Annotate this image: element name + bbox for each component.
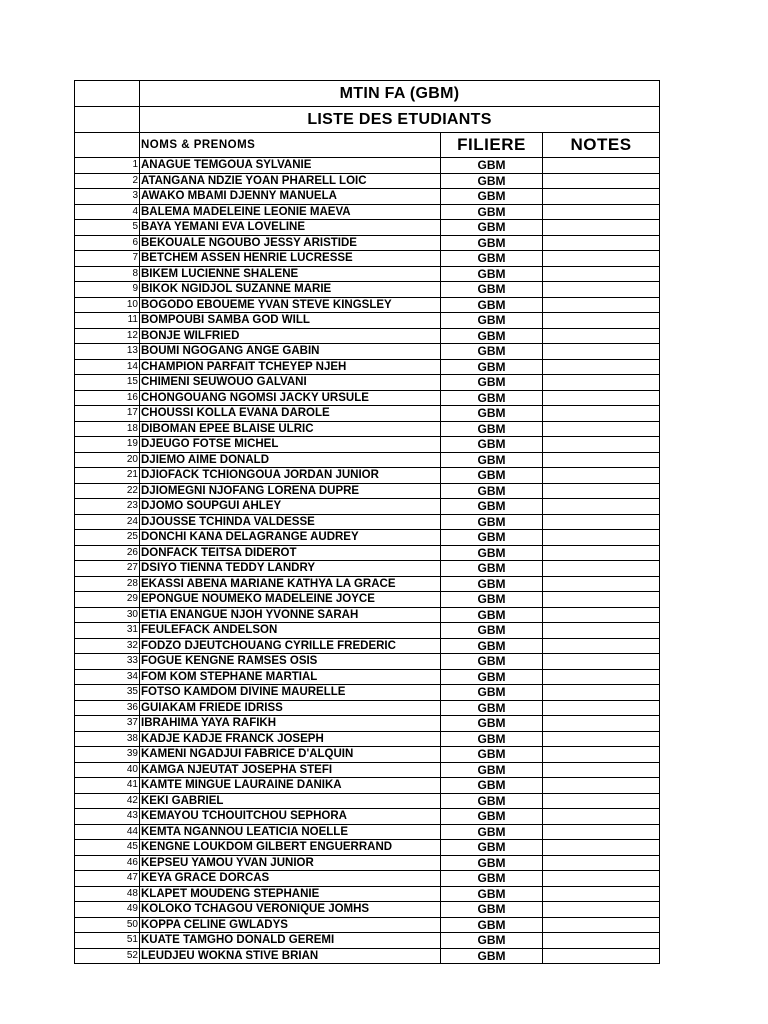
table-row bbox=[75, 700, 660, 716]
notes-cell[interactable] bbox=[543, 654, 660, 670]
notes-cell[interactable] bbox=[543, 592, 660, 608]
header-notes: NOTES bbox=[543, 133, 660, 158]
table-row bbox=[75, 499, 660, 515]
filiere-value: GBM bbox=[441, 607, 543, 623]
corner-cell bbox=[75, 81, 140, 107]
row-number: 22 bbox=[75, 483, 140, 499]
student-name: KAMENI NGADJUI FABRICE D'ALQUIN bbox=[140, 747, 441, 763]
table-row bbox=[75, 328, 660, 344]
table-row bbox=[75, 638, 660, 654]
row-number: 7 bbox=[75, 251, 140, 267]
student-name: BIKOK NGIDJOL SUZANNE MARIE bbox=[140, 282, 441, 298]
student-name: BOMPOUBI SAMBA GOD WILL bbox=[140, 313, 441, 329]
filiere-value: GBM bbox=[441, 917, 543, 933]
row-number: 6 bbox=[75, 235, 140, 251]
notes-cell[interactable] bbox=[543, 638, 660, 654]
table-row bbox=[75, 855, 660, 871]
filiere-value: GBM bbox=[441, 204, 543, 220]
notes-cell[interactable] bbox=[543, 576, 660, 592]
filiere-value: GBM bbox=[441, 716, 543, 732]
row-number: 1 bbox=[75, 158, 140, 174]
table-row bbox=[75, 747, 660, 763]
table-row bbox=[75, 778, 660, 794]
notes-cell[interactable] bbox=[543, 948, 660, 964]
table-row bbox=[75, 158, 660, 174]
filiere-value: GBM bbox=[441, 902, 543, 918]
notes-cell[interactable] bbox=[543, 747, 660, 763]
notes-cell[interactable] bbox=[543, 328, 660, 344]
row-number: 42 bbox=[75, 793, 140, 809]
filiere-value: GBM bbox=[441, 654, 543, 670]
student-name: AWAKO MBAMI DJENNY MANUELA bbox=[140, 189, 441, 205]
row-number: 46 bbox=[75, 855, 140, 871]
table-row bbox=[75, 452, 660, 468]
student-name: KOPPA CELINE GWLADYS bbox=[140, 917, 441, 933]
table-row bbox=[75, 204, 660, 220]
filiere-value: GBM bbox=[441, 871, 543, 887]
row-number: 11 bbox=[75, 313, 140, 329]
student-name: CHAMPION PARFAIT TCHEYEP NJEH bbox=[140, 359, 441, 375]
filiere-value: GBM bbox=[441, 173, 543, 189]
row-number: 9 bbox=[75, 282, 140, 298]
notes-cell[interactable] bbox=[543, 886, 660, 902]
student-name: BETCHEM ASSEN HENRIE LUCRESSE bbox=[140, 251, 441, 267]
header-name: NOMS & PRENOMS bbox=[140, 133, 441, 158]
filiere-value: GBM bbox=[441, 468, 543, 484]
filiere-value: GBM bbox=[441, 778, 543, 794]
table-row bbox=[75, 406, 660, 422]
row-number: 14 bbox=[75, 359, 140, 375]
notes-cell[interactable] bbox=[543, 685, 660, 701]
notes-cell[interactable] bbox=[543, 406, 660, 422]
row-number: 26 bbox=[75, 545, 140, 561]
filiere-value: GBM bbox=[441, 809, 543, 825]
row-number: 37 bbox=[75, 716, 140, 732]
student-list-table bbox=[74, 80, 660, 964]
row-number: 20 bbox=[75, 452, 140, 468]
notes-cell[interactable] bbox=[543, 855, 660, 871]
notes-cell[interactable] bbox=[543, 297, 660, 313]
filiere-value: GBM bbox=[441, 623, 543, 639]
filiere-value: GBM bbox=[441, 762, 543, 778]
table-row bbox=[75, 948, 660, 964]
table-body bbox=[75, 81, 660, 964]
header-filiere: FILIERE bbox=[441, 133, 543, 158]
student-name: KEPSEU YAMOU YVAN JUNIOR bbox=[140, 855, 441, 871]
row-number: 33 bbox=[75, 654, 140, 670]
student-name: BOGODO EBOUEME YVAN STEVE KINGSLEY bbox=[140, 297, 441, 313]
row-number: 3 bbox=[75, 189, 140, 205]
row-number: 2 bbox=[75, 173, 140, 189]
table-row bbox=[75, 390, 660, 406]
student-name: FOM KOM STEPHANE MARTIAL bbox=[140, 669, 441, 685]
table-row bbox=[75, 607, 660, 623]
notes-cell[interactable] bbox=[543, 390, 660, 406]
student-name: DSIYO TIENNA TEDDY LANDRY bbox=[140, 561, 441, 577]
table-row bbox=[75, 375, 660, 391]
notes-cell[interactable] bbox=[543, 375, 660, 391]
row-number: 4 bbox=[75, 204, 140, 220]
student-name: FEULEFACK ANDELSON bbox=[140, 623, 441, 639]
student-name: CHONGOUANG NGOMSI JACKY URSULE bbox=[140, 390, 441, 406]
notes-cell[interactable] bbox=[543, 700, 660, 716]
table-row bbox=[75, 654, 660, 670]
row-number: 52 bbox=[75, 948, 140, 964]
student-name: BALEMA MADELEINE LEONIE MAEVA bbox=[140, 204, 441, 220]
row-number: 16 bbox=[75, 390, 140, 406]
notes-cell[interactable] bbox=[543, 266, 660, 282]
row-number: 39 bbox=[75, 747, 140, 763]
notes-cell[interactable] bbox=[543, 282, 660, 298]
table-row bbox=[75, 731, 660, 747]
notes-cell[interactable] bbox=[543, 530, 660, 546]
table-row bbox=[75, 917, 660, 933]
table-row bbox=[75, 421, 660, 437]
table-row bbox=[75, 251, 660, 267]
student-name: FOTSO KAMDOM DIVINE MAURELLE bbox=[140, 685, 441, 701]
table-row bbox=[75, 824, 660, 840]
notes-cell[interactable] bbox=[543, 437, 660, 453]
student-name: CHIMENI SEUWOUO GALVANI bbox=[140, 375, 441, 391]
row-number: 24 bbox=[75, 514, 140, 530]
row-number: 25 bbox=[75, 530, 140, 546]
table-row bbox=[75, 762, 660, 778]
student-name: EPONGUE NOUMEKO MADELEINE JOYCE bbox=[140, 592, 441, 608]
student-name: DJOMO SOUPGUI AHLEY bbox=[140, 499, 441, 515]
student-name: ANAGUE TEMGOUA SYLVANIE bbox=[140, 158, 441, 174]
row-number: 13 bbox=[75, 344, 140, 360]
filiere-value: GBM bbox=[441, 886, 543, 902]
table-row bbox=[75, 359, 660, 375]
student-name: ETIA ENANGUE NJOH YVONNE SARAH bbox=[140, 607, 441, 623]
table-row bbox=[75, 902, 660, 918]
filiere-value: GBM bbox=[441, 437, 543, 453]
row-number: 15 bbox=[75, 375, 140, 391]
table-row bbox=[75, 514, 660, 530]
student-name: DONCHI KANA DELAGRANGE AUDREY bbox=[140, 530, 441, 546]
row-number: 30 bbox=[75, 607, 140, 623]
notes-cell[interactable] bbox=[543, 623, 660, 639]
table-row bbox=[75, 189, 660, 205]
student-name: BOUMI NGOGANG ANGE GABIN bbox=[140, 344, 441, 360]
notes-cell[interactable] bbox=[543, 235, 660, 251]
table-row bbox=[75, 220, 660, 236]
row-number: 44 bbox=[75, 824, 140, 840]
filiere-value: GBM bbox=[441, 220, 543, 236]
row-number: 8 bbox=[75, 266, 140, 282]
notes-cell[interactable] bbox=[543, 483, 660, 499]
filiere-value: GBM bbox=[441, 545, 543, 561]
filiere-value: GBM bbox=[441, 499, 543, 515]
table-row bbox=[75, 297, 660, 313]
notes-cell[interactable] bbox=[543, 468, 660, 484]
filiere-value: GBM bbox=[441, 406, 543, 422]
notes-cell[interactable] bbox=[543, 514, 660, 530]
table-row bbox=[75, 840, 660, 856]
notes-cell[interactable] bbox=[543, 313, 660, 329]
filiere-value: GBM bbox=[441, 840, 543, 856]
notes-cell[interactable] bbox=[543, 933, 660, 949]
row-number: 34 bbox=[75, 669, 140, 685]
table-row bbox=[75, 933, 660, 949]
table-row bbox=[75, 669, 660, 685]
notes-cell[interactable] bbox=[543, 251, 660, 267]
row-number: 19 bbox=[75, 437, 140, 453]
corner-cell bbox=[75, 107, 140, 133]
table-row bbox=[75, 530, 660, 546]
filiere-value: GBM bbox=[441, 297, 543, 313]
notes-cell[interactable] bbox=[543, 840, 660, 856]
filiere-value: GBM bbox=[441, 282, 543, 298]
filiere-value: GBM bbox=[441, 700, 543, 716]
student-name: KADJE KADJE FRANCK JOSEPH bbox=[140, 731, 441, 747]
table-row bbox=[75, 313, 660, 329]
filiere-value: GBM bbox=[441, 251, 543, 267]
row-number: 49 bbox=[75, 902, 140, 918]
row-number: 45 bbox=[75, 840, 140, 856]
notes-cell[interactable] bbox=[543, 809, 660, 825]
filiere-value: GBM bbox=[441, 421, 543, 437]
student-name: LEUDJEU WOKNA STIVE BRIAN bbox=[140, 948, 441, 964]
table-row bbox=[75, 623, 660, 639]
notes-cell[interactable] bbox=[543, 344, 660, 360]
notes-cell[interactable] bbox=[543, 871, 660, 887]
filiere-value: GBM bbox=[441, 638, 543, 654]
sheet-subtitle: LISTE DES ETUDIANTS bbox=[140, 107, 660, 133]
filiere-value: GBM bbox=[441, 189, 543, 205]
row-number: 31 bbox=[75, 623, 140, 639]
notes-cell[interactable] bbox=[543, 824, 660, 840]
table-row bbox=[75, 716, 660, 732]
notes-cell[interactable] bbox=[543, 669, 660, 685]
notes-cell[interactable] bbox=[543, 716, 660, 732]
notes-cell[interactable] bbox=[543, 607, 660, 623]
filiere-value: GBM bbox=[441, 514, 543, 530]
student-name: GUIAKAM FRIEDE IDRISS bbox=[140, 700, 441, 716]
filiere-value: GBM bbox=[441, 344, 543, 360]
table-row bbox=[75, 793, 660, 809]
notes-cell[interactable] bbox=[543, 793, 660, 809]
row-number: 40 bbox=[75, 762, 140, 778]
table-row bbox=[75, 545, 660, 561]
table-row bbox=[75, 235, 660, 251]
row-number: 32 bbox=[75, 638, 140, 654]
notes-cell[interactable] bbox=[543, 359, 660, 375]
notes-cell[interactable] bbox=[543, 173, 660, 189]
student-name: EKASSI ABENA MARIANE KATHYA LA GRACE bbox=[140, 576, 441, 592]
filiere-value: GBM bbox=[441, 390, 543, 406]
title-row bbox=[75, 81, 660, 107]
table-row bbox=[75, 576, 660, 592]
student-name: ATANGANA NDZIE YOAN PHARELL LOIC bbox=[140, 173, 441, 189]
student-name: KEYA GRACE DORCAS bbox=[140, 871, 441, 887]
notes-cell[interactable] bbox=[543, 189, 660, 205]
student-name: IBRAHIMA YAYA RAFIKH bbox=[140, 716, 441, 732]
student-name: KEKI GABRIEL bbox=[140, 793, 441, 809]
student-name: KUATE TAMGHO DONALD GEREMI bbox=[140, 933, 441, 949]
student-name: KAMTE MINGUE LAURAINE DANIKA bbox=[140, 778, 441, 794]
student-name: KENGNE LOUKDOM GILBERT ENGUERRAND bbox=[140, 840, 441, 856]
student-name: FOGUE KENGNE RAMSES OSIS bbox=[140, 654, 441, 670]
row-number: 36 bbox=[75, 700, 140, 716]
filiere-value: GBM bbox=[441, 747, 543, 763]
row-number: 28 bbox=[75, 576, 140, 592]
table-row bbox=[75, 483, 660, 499]
row-number: 29 bbox=[75, 592, 140, 608]
filiere-value: GBM bbox=[441, 933, 543, 949]
filiere-value: GBM bbox=[441, 561, 543, 577]
row-number: 18 bbox=[75, 421, 140, 437]
notes-cell[interactable] bbox=[543, 220, 660, 236]
notes-cell[interactable] bbox=[543, 158, 660, 174]
row-number: 47 bbox=[75, 871, 140, 887]
student-name: KEMAYOU TCHOUITCHOU SEPHORA bbox=[140, 809, 441, 825]
filiere-value: GBM bbox=[441, 483, 543, 499]
student-name: KEMTA NGANNOU LEATICIA NOELLE bbox=[140, 824, 441, 840]
row-number: 10 bbox=[75, 297, 140, 313]
filiere-value: GBM bbox=[441, 530, 543, 546]
filiere-value: GBM bbox=[441, 948, 543, 964]
table-row bbox=[75, 871, 660, 887]
filiere-value: GBM bbox=[441, 576, 543, 592]
filiere-value: GBM bbox=[441, 452, 543, 468]
table-row bbox=[75, 685, 660, 701]
row-number: 21 bbox=[75, 468, 140, 484]
student-name: DONFACK TEITSA DIDEROT bbox=[140, 545, 441, 561]
corner-cell bbox=[75, 133, 140, 158]
student-name: KOLOKO TCHAGOU VERONIQUE JOMHS bbox=[140, 902, 441, 918]
filiere-value: GBM bbox=[441, 158, 543, 174]
student-name: BIKEM LUCIENNE SHALENE bbox=[140, 266, 441, 282]
notes-cell[interactable] bbox=[543, 731, 660, 747]
notes-cell[interactable] bbox=[543, 204, 660, 220]
student-name: DJEUGO FOTSE MICHEL bbox=[140, 437, 441, 453]
row-number: 35 bbox=[75, 685, 140, 701]
notes-cell[interactable] bbox=[543, 545, 660, 561]
student-name: CHOUSSI KOLLA EVANA DAROLE bbox=[140, 406, 441, 422]
student-name: DIBOMAN EPEE BLAISE ULRIC bbox=[140, 421, 441, 437]
notes-cell[interactable] bbox=[543, 561, 660, 577]
table-row bbox=[75, 282, 660, 298]
row-number: 17 bbox=[75, 406, 140, 422]
table-row bbox=[75, 886, 660, 902]
table-row bbox=[75, 809, 660, 825]
student-name: DJOUSSE TCHINDA VALDESSE bbox=[140, 514, 441, 530]
filiere-value: GBM bbox=[441, 824, 543, 840]
student-name: DJIEMO AIME DONALD bbox=[140, 452, 441, 468]
sheet-title: MTIN FA (GBM) bbox=[140, 81, 660, 107]
table-row bbox=[75, 344, 660, 360]
filiere-value: GBM bbox=[441, 731, 543, 747]
student-name: DJIOFACK TCHIONGOUA JORDAN JUNIOR bbox=[140, 468, 441, 484]
student-name: BEKOUALE NGOUBO JESSY ARISTIDE bbox=[140, 235, 441, 251]
row-number: 51 bbox=[75, 933, 140, 949]
row-number: 12 bbox=[75, 328, 140, 344]
filiere-value: GBM bbox=[441, 685, 543, 701]
row-number: 50 bbox=[75, 917, 140, 933]
student-name: DJIOMEGNI NJOFANG LORENA DUPRE bbox=[140, 483, 441, 499]
filiere-value: GBM bbox=[441, 328, 543, 344]
row-number: 5 bbox=[75, 220, 140, 236]
table-row bbox=[75, 468, 660, 484]
notes-cell[interactable] bbox=[543, 421, 660, 437]
filiere-value: GBM bbox=[441, 359, 543, 375]
table-row bbox=[75, 437, 660, 453]
notes-cell[interactable] bbox=[543, 778, 660, 794]
table-row bbox=[75, 592, 660, 608]
row-number: 27 bbox=[75, 561, 140, 577]
column-header-row bbox=[75, 133, 660, 158]
student-name: BAYA YEMANI EVA LOVELINE bbox=[140, 220, 441, 236]
notes-cell[interactable] bbox=[543, 917, 660, 933]
row-number: 41 bbox=[75, 778, 140, 794]
filiere-value: GBM bbox=[441, 375, 543, 391]
filiere-value: GBM bbox=[441, 793, 543, 809]
table-row bbox=[75, 173, 660, 189]
student-name: KLAPET MOUDENG STEPHANIE bbox=[140, 886, 441, 902]
filiere-value: GBM bbox=[441, 313, 543, 329]
notes-cell[interactable] bbox=[543, 499, 660, 515]
row-number: 48 bbox=[75, 886, 140, 902]
notes-cell[interactable] bbox=[543, 452, 660, 468]
filiere-value: GBM bbox=[441, 855, 543, 871]
notes-cell[interactable] bbox=[543, 902, 660, 918]
filiere-value: GBM bbox=[441, 669, 543, 685]
student-name: FODZO DJEUTCHOUANG CYRILLE FREDERIC bbox=[140, 638, 441, 654]
table-row bbox=[75, 561, 660, 577]
table-row bbox=[75, 266, 660, 282]
row-number: 38 bbox=[75, 731, 140, 747]
filiere-value: GBM bbox=[441, 592, 543, 608]
row-number: 43 bbox=[75, 809, 140, 825]
row-number: 23 bbox=[75, 499, 140, 515]
student-name: KAMGA NJEUTAT JOSEPHA STEFI bbox=[140, 762, 441, 778]
student-name: BONJE WILFRIED bbox=[140, 328, 441, 344]
filiere-value: GBM bbox=[441, 266, 543, 282]
filiere-value: GBM bbox=[441, 235, 543, 251]
notes-cell[interactable] bbox=[543, 762, 660, 778]
subtitle-row bbox=[75, 107, 660, 133]
